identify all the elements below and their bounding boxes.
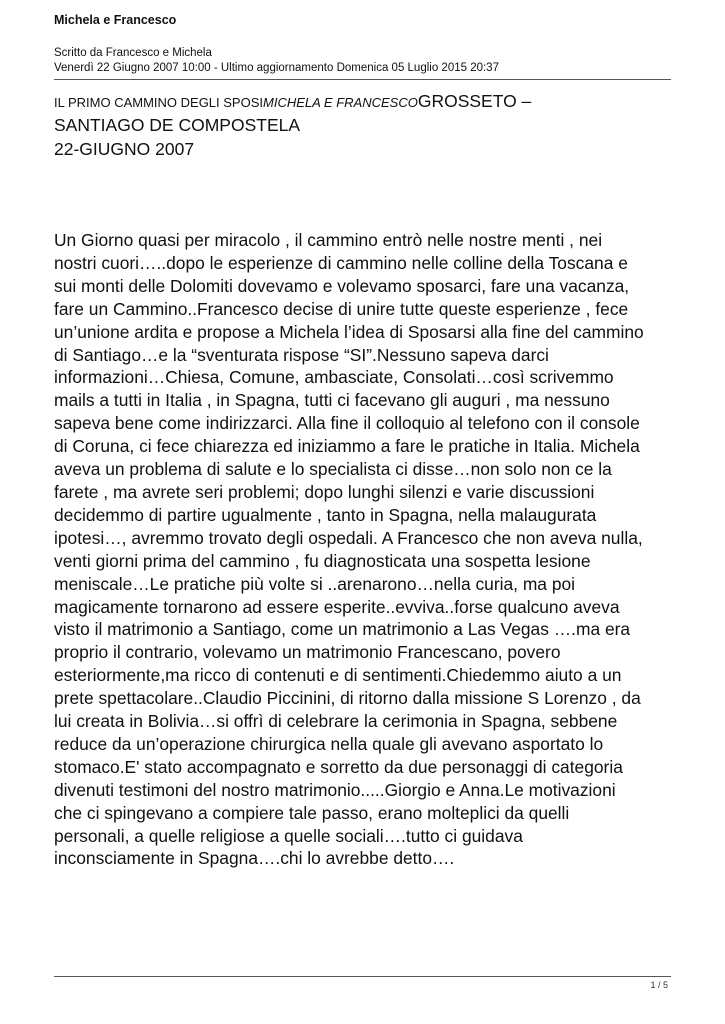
- title-route-end: SANTIAGO DE COMPOSTELA: [54, 115, 301, 135]
- body-line: personali, a quelle religiose a quelle sociali….tutto ci guidava: [54, 825, 523, 846]
- body-line: decidemmo di partire ugualmente , tanto in Spagna, nella malaugurata: [54, 504, 597, 525]
- article-body: [54, 229, 679, 870]
- body-line: ipotesi…, avremmo trovato degli ospedali. A Francesco che non aveva nulla,: [54, 527, 643, 548]
- body-line: un’unione ardita e propose a Michela l’idea di Sposarsi alla fine del cammino: [54, 321, 644, 342]
- title-names: MICHELA E FRANCESCO: [263, 95, 418, 110]
- body-line: farete , ma avrete seri problemi; dopo lunghi silenzi e varie discussioni: [54, 481, 595, 502]
- body-line: prete spettacolare..Claudio Piccinini, di ritorno dalla missione S Lorenzo , da: [54, 688, 641, 709]
- title-date: 22-GIUGNO 2007: [54, 139, 195, 159]
- article-title: [54, 91, 654, 161]
- body-line: proprio il contrario, volevamo un matrimonio Francescano, povero: [54, 642, 561, 663]
- author-line: Scritto da Francesco e Michela: [54, 47, 212, 59]
- body-line: Un Giorno quasi per miracolo , il cammino entrò nelle nostre menti , nei: [54, 230, 603, 250]
- body-line: stomaco.E' stato accompagnato e sorretto da due personaggi di categoria: [54, 756, 623, 777]
- body-line: visto il matrimonio a Santiago, come un matrimonio a Las Vegas ….ma era: [54, 619, 631, 640]
- body-line: mails a tutti in Italia , in Spagna, tutti ci facevano gli auguri , ma nessuno: [54, 390, 610, 411]
- title-prefix: IL PRIMO CAMMINO DEGLI SPOSI: [54, 95, 263, 110]
- footer-divider: [54, 976, 671, 977]
- body-line: che ci spingevano a compiere tale passo, erano molteplici da quelli: [54, 802, 570, 823]
- title-line-1: [54, 91, 654, 113]
- body-line: meniscale…Le pratiche più volte si ..arenarono…nella curia, ma poi: [54, 573, 576, 594]
- header-divider: [54, 79, 671, 80]
- date-line: Venerdì 22 Giugno 2007 10:00 - Ultimo aggiornamento Domenica 05 Luglio 2015 20:37: [54, 61, 499, 74]
- body-line: inconsciamente in Spagna….chi lo avrebbe detto….: [54, 848, 455, 869]
- article-meta: [54, 46, 499, 75]
- body-line: sapeva bene come indirizzarci. Alla fine il colloquio al telefono con il console: [54, 413, 640, 434]
- body-line: divenuti testimoni del nostro matrimonio.....Giorgio e Anna.Le motivazioni: [54, 779, 616, 800]
- body-line: di Santiago…e la “sventurata rispose “SI”.Nessuno sapeva darci: [54, 344, 549, 365]
- body-line: esteriormente,ma ricco di contenuti e di sentimenti.Chiedemmo aiuto a un: [54, 665, 622, 686]
- body-line: aveva un problema di salute e lo specialista ci disse…non solo non ce la: [54, 459, 612, 480]
- site-title: Michela e Francesco: [54, 13, 177, 27]
- body-line: fare un Cammino..Francesco decise di unire tutte queste esperienze , fece: [54, 298, 629, 319]
- body-line: magicamente tornarono ad essere esperite..evviva..forse qualcuno aveva: [54, 596, 620, 617]
- body-line: informazioni…Chiesa, Comune, ambasciate, Consolati…così scrivemmo: [54, 367, 614, 388]
- body-line: nostri cuori…..dopo le esperienze di cammino nelle colline della Toscana e: [54, 252, 628, 273]
- body-line: reduce da un’operazione chirurgica nella quale gli avevano asportato lo: [54, 733, 604, 754]
- page-number: 1 / 5: [650, 980, 668, 990]
- title-route-start: GROSSETO –: [417, 91, 532, 111]
- body-line: lui creata in Bolivia…si offrì di celebrare la cerimonia in Spagna, sebbene: [54, 711, 618, 732]
- body-line: sui monti delle Dolomiti dovevamo e volevamo sposarci, fare una vacanza,: [54, 275, 630, 296]
- body-line: venti giorni prima del cammino , fu diagnosticata una sospetta lesione: [54, 550, 591, 571]
- body-line: di Coruna, ci fece chiarezza ed iniziammo a fare le pratiche in Italia. Michela: [54, 436, 640, 457]
